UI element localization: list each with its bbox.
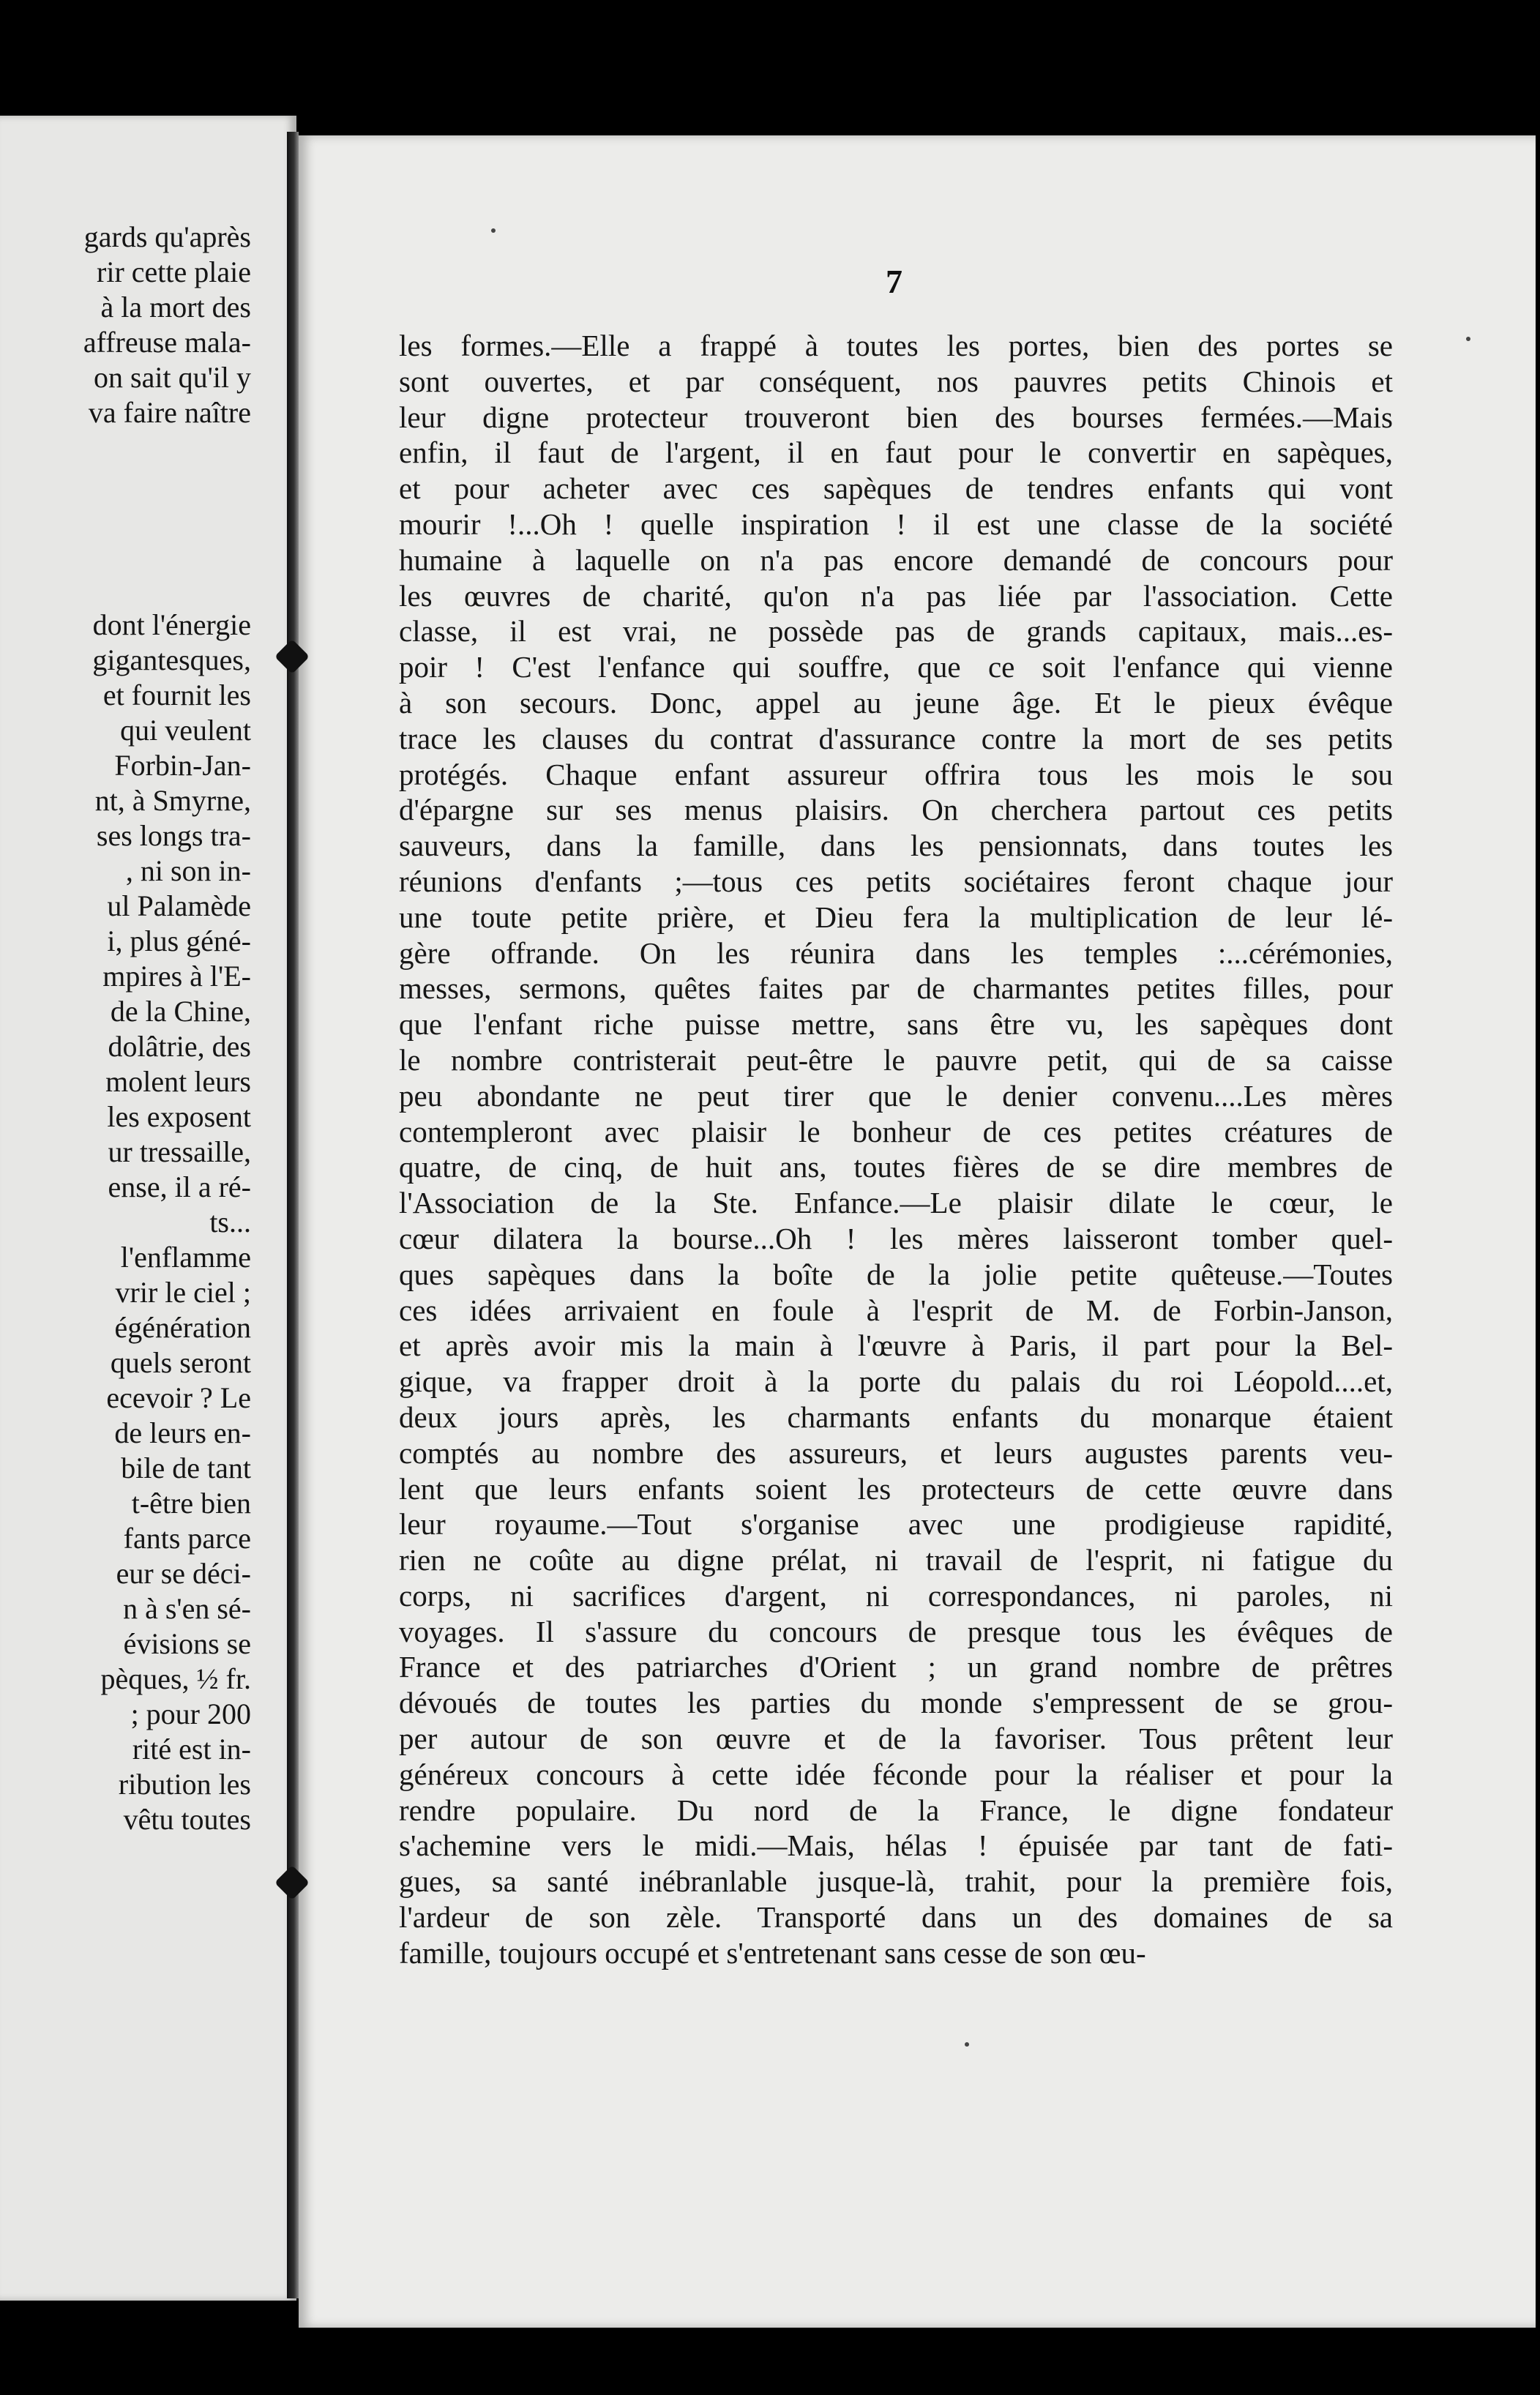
body-text-line: l'Association de la Ste. Enfance.—Le plaisir dilate le cœur, le <box>399 1186 1393 1220</box>
left-page-line: vrir le ciel ; <box>115 1276 251 1309</box>
body-text-line: poir ! C'est l'enfance qui souffre, que ce soit l'enfance qui vienne <box>399 650 1393 684</box>
body-text-line: quatre, de cinq, de huit ans, toutes fières de se dire membres de <box>399 1150 1393 1184</box>
left-page-line: dont l'énergie <box>92 608 251 641</box>
body-text-line: ques sapèques dans la boîte de la jolie petite quêteuse.—Toutes <box>399 1257 1393 1291</box>
left-page-line: ense, il a ré- <box>108 1170 251 1203</box>
body-text-line: d'épargne sur ses menus plaisirs. On cherchera partout ces petits <box>399 793 1393 827</box>
body-text-line: enfin, il faut de l'argent, il en faut pour le convertir en sapèques, <box>399 436 1393 470</box>
paper-speck <box>965 2042 969 2047</box>
left-page-line: quels seront <box>110 1346 251 1379</box>
left-page-line: affreuse mala- <box>83 326 251 359</box>
body-text-line: leur royaume.—Tout s'organise avec une prodigieuse rapidité, <box>399 1507 1393 1542</box>
left-page-line: n à s'en sé- <box>123 1592 251 1625</box>
body-text-line: les formes.—Elle a frappé à toutes les portes, bien des portes se <box>399 329 1393 362</box>
body-text-line: rendre populaire. Du nord de la France, le digne fondateur <box>399 1793 1393 1827</box>
left-page-line: on sait qu'il y <box>94 361 251 394</box>
left-page-line: ul Palamède <box>107 889 251 922</box>
left-page-line: , ni son in- <box>125 854 251 887</box>
left-page-line: eur se déci- <box>116 1557 251 1590</box>
body-text-line: généreux concours à cette idée féconde pour la réaliser et pour la <box>399 1757 1393 1791</box>
left-page-line: ses longs tra- <box>96 819 251 852</box>
body-text-line: trace les clauses du contrat d'assurance contre la mort de ses petits <box>399 721 1393 755</box>
paper-speck <box>491 228 496 233</box>
body-text-line: lent que leurs enfants soient les protecteurs de cette œuvre dans <box>399 1471 1393 1506</box>
left-page-line: pèques, ½ fr. <box>100 1662 251 1695</box>
body-text-line: l'ardeur de son zèle. Transporté dans un des domaines de sa <box>399 1900 1393 1935</box>
body-text-line: messes, sermons, quêtes faites par de charmantes petites filles, pour <box>399 971 1393 1006</box>
body-text-line: classe, il est vrai, ne possède pas de grands capitaux, mais...es- <box>399 614 1393 649</box>
body-text-line: et pour acheter avec ces sapèques de tendres enfants qui vont <box>399 471 1393 506</box>
body-text-line: le nombre contristerait peut-être le pauvre petit, qui de sa caisse <box>399 1042 1393 1077</box>
left-page-line: rir cette plaie <box>97 255 251 288</box>
left-page-line: mpires à l'E- <box>102 960 251 993</box>
left-page-line: Forbin-Jan- <box>114 749 251 782</box>
body-text-line: humaine à laquelle on n'a pas encore demandé de concours pour <box>399 542 1393 577</box>
body-text-line: gique, va frapper droit à la porte du palais du roi Léopold....et, <box>399 1364 1393 1399</box>
body-text-line: contempleront avec plaisir le bonheur de ces petites créatures de <box>399 1114 1393 1148</box>
left-page-line: nt, à Smyrne, <box>94 784 251 817</box>
body-text-line: et après avoir mis la main à l'œuvre à Paris, il part pour la Bel- <box>399 1329 1393 1363</box>
body-text-line: réunions d'enfants ;—tous ces petits sociétaires feront chaque jour <box>399 864 1393 898</box>
left-page-line: ecevoir ? Le <box>106 1381 251 1414</box>
left-page-line: et fournit les <box>102 679 251 711</box>
body-text-line: corps, ni sacrifices d'argent, ni correspondances, ni paroles, ni <box>399 1578 1393 1613</box>
left-page-line: ; pour 200 <box>130 1697 251 1730</box>
left-page <box>0 116 296 2301</box>
body-text-line: gues, sa santé inébranlable jusque-là, trahit, pour la première fois, <box>399 1864 1393 1899</box>
left-page-line: rité est in- <box>132 1733 251 1766</box>
body-text-line: ces idées arrivaient en foule à l'esprit de M. de Forbin-Janson, <box>399 1293 1393 1327</box>
paper-speck <box>1466 337 1470 341</box>
left-page-line: molent leurs <box>105 1065 251 1098</box>
body-text-line: sont ouvertes, et par conséquent, nos pauvres petits Chinois et <box>399 364 1393 398</box>
body-text-line: une toute petite prière, et Dieu fera la multiplication de leur lé- <box>399 900 1393 934</box>
left-page-line: ur tressaille, <box>108 1135 251 1168</box>
left-page-line: gigantesques, <box>92 643 251 676</box>
body-text-line: rien ne coûte au digne prélat, ni travail de l'esprit, ni fatigue du <box>399 1543 1393 1577</box>
body-text-line: à son secours. Donc, appel au jeune âge. Et le pieux évêque <box>399 685 1393 720</box>
left-page-line: i, plus géné- <box>107 924 251 957</box>
body-text-line: France et des patriarches d'Orient ; un grand nombre de prêtres <box>399 1650 1393 1684</box>
left-page-line: dolâtrie, des <box>108 1030 251 1063</box>
left-page-line: à la mort des <box>100 291 251 324</box>
left-page-line: les exposent <box>107 1100 251 1133</box>
body-text-line: s'achemine vers le midi.—Mais, hélas ! épuisée par tant de fati- <box>399 1828 1393 1863</box>
left-page-line: de la Chine, <box>110 995 251 1028</box>
left-page-line: ts... <box>209 1206 251 1238</box>
body-text-line: leur digne protecteur trouveront bien des bourses fermées.—Mais <box>399 400 1393 434</box>
left-page-line: t-être bien <box>131 1487 251 1520</box>
body-text-line: cœur dilatera la bourse...Oh ! les mères laisseront tomber quel- <box>399 1221 1393 1255</box>
left-page-line: gards qu'après <box>83 220 251 253</box>
left-page-line: ribution les <box>118 1768 251 1801</box>
body-text-line: per autour de son œuvre et de la favoriser. Tous prêtent leur <box>399 1722 1393 1756</box>
body-text-line: que l'enfant riche puisse mettre, sans être vu, les sapèques dont <box>399 1007 1393 1042</box>
body-text-line: sauveurs, dans la famille, dans les pensionnats, dans toutes les <box>399 829 1393 863</box>
page-number: 7 <box>886 263 902 300</box>
body-text-line: voyages. Il s'assure du concours de presque tous les évêques de <box>399 1614 1393 1648</box>
body-text-line: peu abondante ne peut tirer que le denier convenu....Les mères <box>399 1078 1393 1113</box>
body-text <box>399 328 1393 1971</box>
body-text-line: dévoués de toutes les parties du monde s'empressent de se grou- <box>399 1686 1393 1720</box>
left-page-line: l'enflamme <box>120 1241 251 1274</box>
left-page-line: vêtu toutes <box>123 1803 251 1836</box>
body-text-line: deux jours après, les charmants enfants du monarque étaient <box>399 1400 1393 1434</box>
body-text-line: protégés. Chaque enfant assureur offrira tous les mois le sou <box>399 757 1393 791</box>
left-page-line: évisions se <box>123 1627 251 1660</box>
left-page-line: va faire naître <box>88 396 251 429</box>
body-text-line: gère offrande. On les réunira dans les temples :...cérémonies, <box>399 935 1393 970</box>
body-text-line: les œuvres de charité, qu'on n'a pas liée par l'association. Cette <box>399 578 1393 613</box>
left-page-line: de leurs en- <box>114 1416 251 1449</box>
left-page-line: qui veulent <box>120 714 251 747</box>
body-text-line: comptés au nombre des assureurs, et leurs augustes parents veu- <box>399 1435 1393 1470</box>
book-spine <box>287 132 299 2298</box>
left-page-line: fants parce <box>123 1522 251 1555</box>
body-text-line: famille, toujours occupé et s'entretenant sans cesse de son œu- <box>399 1935 1146 1970</box>
body-text-line: mourir !...Oh ! quelle inspiration ! il est une classe de la société <box>399 507 1393 541</box>
left-page-line: bile de tant <box>121 1451 251 1484</box>
left-page-line: égénération <box>114 1311 251 1344</box>
